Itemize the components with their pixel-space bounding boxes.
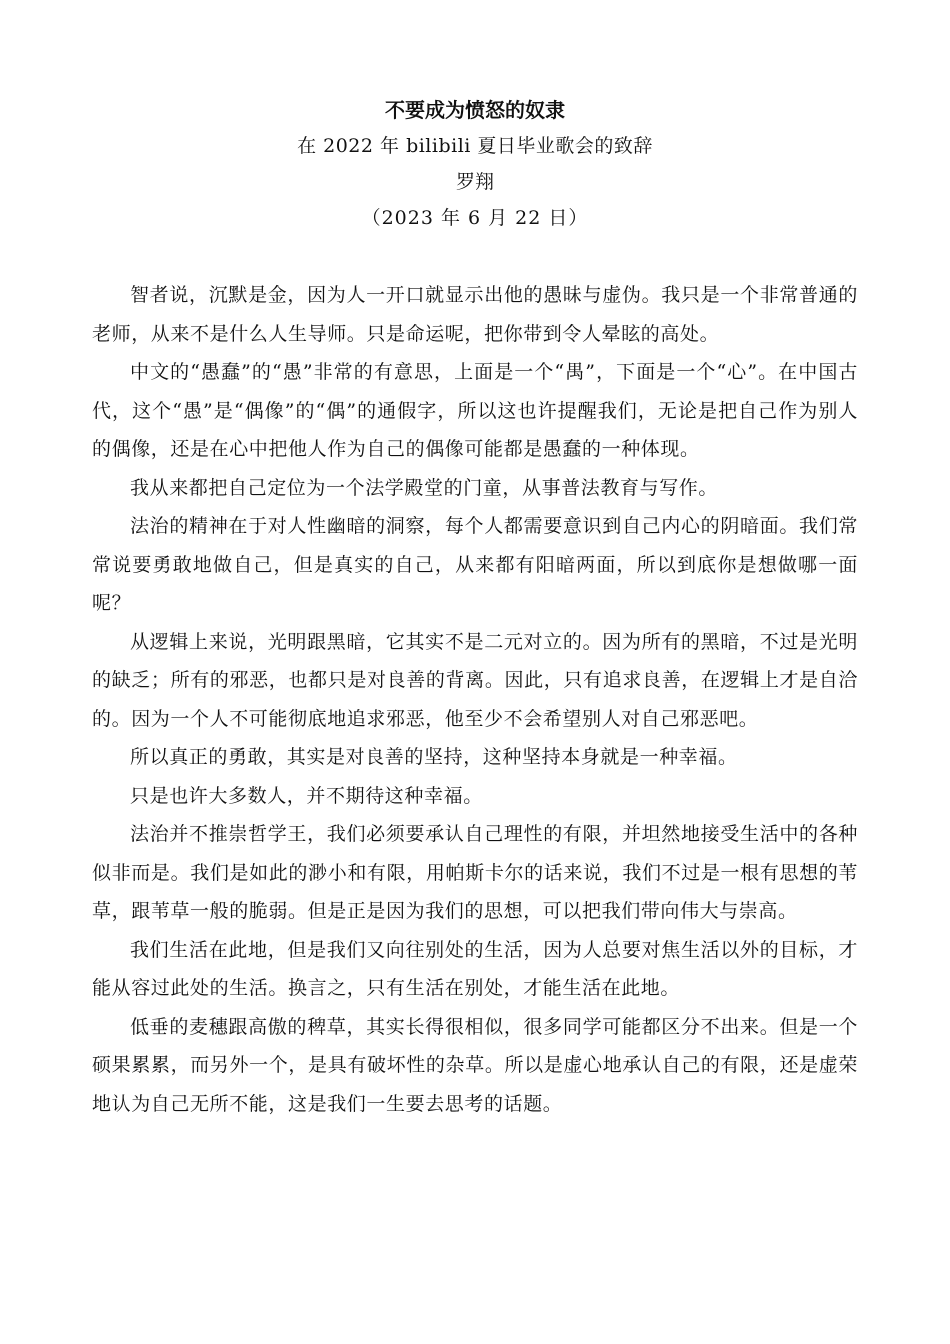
paragraph: 低垂的麦穗跟高傲的稗草，其实长得很相似，很多同学可能都区分不出来。但是一个硕果累累，而另外一个，是具有破坏性的杂草。所以是虚心地承认自己的有限，还是虚荣地认为自己无所不能，这是我们一生要去思考的话题。 [92,1015,858,1115]
document-title: 不要成为愤怒的奴隶 [385,98,565,122]
paragraph: 智者说，沉默是金，因为人一开口就显示出他的愚昧与虚伪。我只是一个非常普通的老师，从来不是什么人生导师。只是命运呢，把你带到令人晕眩的高处。 [92,284,858,345]
paragraph: 只是也许大多数人，并不期待这种幸福。 [130,784,483,807]
document-date: （2023 年 6 月 22 日） [361,207,589,229]
paragraph: 法治的精神在于对人性幽暗的洞察，每个人都需要意识到自己内心的阴暗面。我们常常说要勇敢地做自己，但是真实的自己，从来都有阳暗两面，所以到底你是想做哪一面呢？ [92,515,858,614]
document-header [90,92,860,236]
paragraph: 我从来都把自己定位为一个法学殿堂的门童，从事普法教育与写作。 [130,476,719,499]
paragraph: 我们生活在此地，但是我们又向往别处的生活，因为人总要对焦生活以外的目标，才能从容过此处的生活。换言之，只有生活在别处，才能生活在此地。 [92,938,858,999]
document-author: 罗翔 [455,171,494,193]
paragraph: 中文的“愚蠢”的“愚”非常的有意思，上面是一个“禺”，下面是一个“心”。在中国古代，这个“愚”是“偶像”的“偶”的通假字，所以这也许提醒我们，无论是把自己作为别人的偶像，还是在心中把他人作为自己的偶像可能都是愚蠢的一种体现。 [92,361,858,460]
paragraph: 从逻辑上来说，光明跟黑暗，它其实不是二元对立的。因为所有的黑暗，不过是光明的缺乏；所有的邪恶，也都只是对良善的背离。因此，只有追求良善，在逻辑上才是自洽的。因为一个人不可能彻底地追求邪恶，他至少不会希望别人对自己邪恶吧。 [92,630,858,730]
paragraph: 所以真正的勇敢，其实是对良善的坚持，这种坚持本身就是一种幸福。 [130,746,738,768]
document-body [92,276,858,1123]
paragraph: 法治并不推崇哲学王，我们必须要承认自己理性的有限，并坦然地接受生活中的各种似非而是。我们是如此的渺小和有限，用帕斯卡尔的话来说，我们不过是一根有思想的苇草，跟苇草一般的脆弱。但是正是因为我们的思想，可以把我们带向伟大与崇高。 [92,823,858,922]
document-subtitle: 在 2022 年 bilibili 夏日毕业歌会的致辞 [297,135,653,157]
